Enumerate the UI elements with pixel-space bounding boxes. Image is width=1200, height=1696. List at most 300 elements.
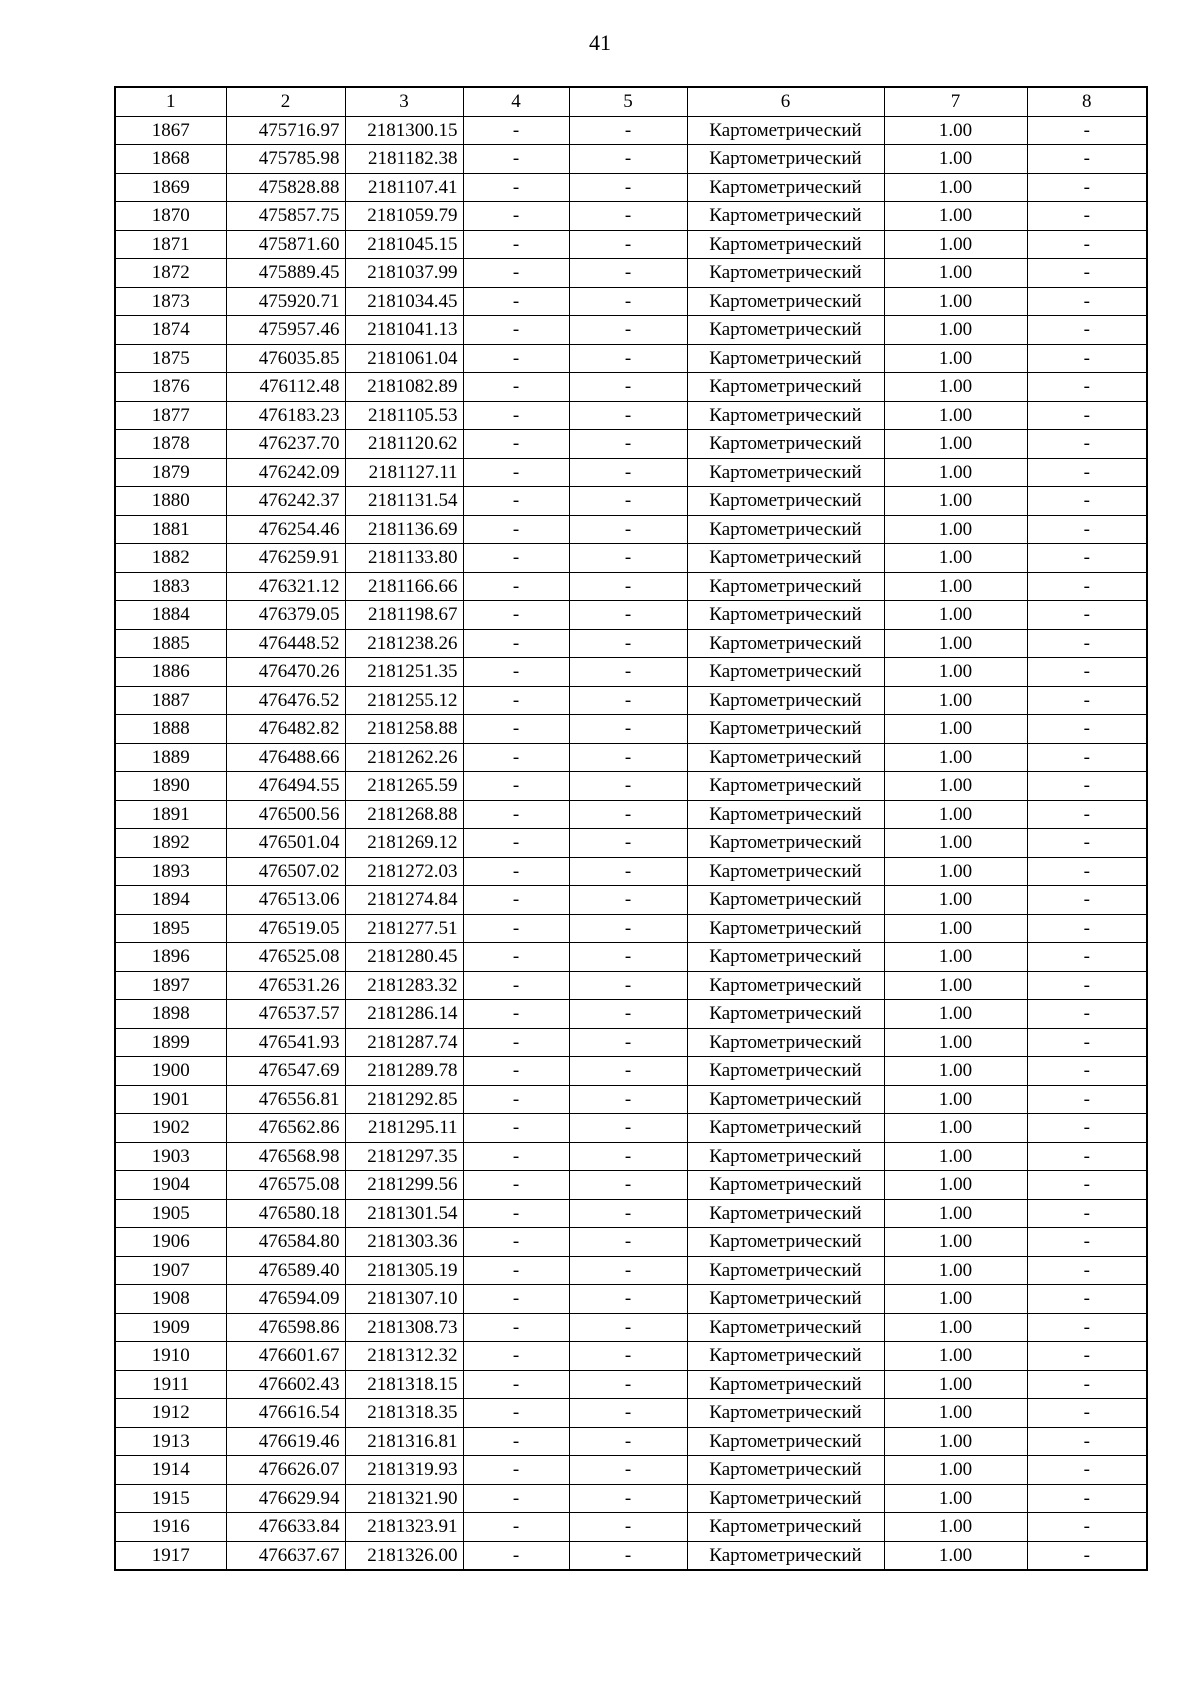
y-coordinate-cell: 2181277.51 bbox=[345, 914, 463, 943]
x-coordinate-cell: 476616.54 bbox=[226, 1399, 345, 1428]
accuracy-cell: 1.00 bbox=[884, 943, 1027, 972]
method-cell: Картометрический bbox=[687, 1399, 884, 1428]
accuracy-cell: 1.00 bbox=[884, 829, 1027, 858]
column-5-cell: - bbox=[569, 914, 687, 943]
method-cell: Картометрический bbox=[687, 1313, 884, 1342]
x-coordinate-cell: 475857.75 bbox=[226, 202, 345, 231]
header-row bbox=[115, 87, 1147, 116]
x-coordinate-cell: 476379.05 bbox=[226, 601, 345, 630]
point-number-cell: 1909 bbox=[115, 1313, 226, 1342]
point-number-cell: 1878 bbox=[115, 430, 226, 459]
x-coordinate-cell: 476254.46 bbox=[226, 515, 345, 544]
accuracy-cell: 1.00 bbox=[884, 202, 1027, 231]
column-5-cell: - bbox=[569, 971, 687, 1000]
accuracy-cell: 1.00 bbox=[884, 1456, 1027, 1485]
column-8-cell: - bbox=[1027, 943, 1147, 972]
table-row bbox=[115, 1513, 1147, 1542]
accuracy-cell: 1.00 bbox=[884, 629, 1027, 658]
column-5-cell: - bbox=[569, 800, 687, 829]
table-row bbox=[115, 800, 1147, 829]
point-number-cell: 1868 bbox=[115, 145, 226, 174]
point-number-cell: 1892 bbox=[115, 829, 226, 858]
table-row bbox=[115, 116, 1147, 145]
y-coordinate-cell: 2181131.54 bbox=[345, 487, 463, 516]
column-8-cell: - bbox=[1027, 259, 1147, 288]
accuracy-cell: 1.00 bbox=[884, 230, 1027, 259]
column-8-cell: - bbox=[1027, 430, 1147, 459]
column-5-cell: - bbox=[569, 715, 687, 744]
column-8-cell: - bbox=[1027, 202, 1147, 231]
y-coordinate-cell: 2181269.12 bbox=[345, 829, 463, 858]
column-8-cell: - bbox=[1027, 173, 1147, 202]
column-5-cell: - bbox=[569, 1114, 687, 1143]
table-row bbox=[115, 202, 1147, 231]
method-cell: Картометрический bbox=[687, 230, 884, 259]
x-coordinate-cell: 476112.48 bbox=[226, 373, 345, 402]
y-coordinate-cell: 2181319.93 bbox=[345, 1456, 463, 1485]
table-row bbox=[115, 458, 1147, 487]
column-4-cell: - bbox=[463, 1484, 569, 1513]
table-row bbox=[115, 1085, 1147, 1114]
column-4-cell: - bbox=[463, 344, 569, 373]
y-coordinate-cell: 2181133.80 bbox=[345, 544, 463, 573]
column-5-cell: - bbox=[569, 344, 687, 373]
column-8-cell: - bbox=[1027, 829, 1147, 858]
table-row bbox=[115, 1399, 1147, 1428]
accuracy-cell: 1.00 bbox=[884, 1427, 1027, 1456]
table-row bbox=[115, 914, 1147, 943]
column-5-cell: - bbox=[569, 1313, 687, 1342]
y-coordinate-cell: 2181305.19 bbox=[345, 1256, 463, 1285]
column-5-cell: - bbox=[569, 886, 687, 915]
column-8-cell: - bbox=[1027, 287, 1147, 316]
method-cell: Картометрический bbox=[687, 886, 884, 915]
y-coordinate-cell: 2181082.89 bbox=[345, 373, 463, 402]
x-coordinate-cell: 476183.23 bbox=[226, 401, 345, 430]
x-coordinate-cell: 476513.06 bbox=[226, 886, 345, 915]
method-cell: Картометрический bbox=[687, 943, 884, 972]
column-8-cell: - bbox=[1027, 487, 1147, 516]
y-coordinate-cell: 2181255.12 bbox=[345, 686, 463, 715]
method-cell: Картометрический bbox=[687, 1541, 884, 1570]
x-coordinate-cell: 476537.57 bbox=[226, 1000, 345, 1029]
point-number-cell: 1905 bbox=[115, 1199, 226, 1228]
column-8-cell: - bbox=[1027, 1456, 1147, 1485]
column-5-cell: - bbox=[569, 686, 687, 715]
y-coordinate-cell: 2181318.35 bbox=[345, 1399, 463, 1428]
point-number-cell: 1877 bbox=[115, 401, 226, 430]
column-8-cell: - bbox=[1027, 1085, 1147, 1114]
method-cell: Картометрический bbox=[687, 857, 884, 886]
x-coordinate-cell: 476619.46 bbox=[226, 1427, 345, 1456]
point-number-cell: 1916 bbox=[115, 1513, 226, 1542]
x-coordinate-cell: 476584.80 bbox=[226, 1228, 345, 1257]
column-5-cell: - bbox=[569, 1000, 687, 1029]
column-4-cell: - bbox=[463, 772, 569, 801]
method-cell: Картометрический bbox=[687, 1199, 884, 1228]
column-5-cell: - bbox=[569, 487, 687, 516]
x-coordinate-cell: 476525.08 bbox=[226, 943, 345, 972]
x-coordinate-cell: 475828.88 bbox=[226, 173, 345, 202]
column-4-cell: - bbox=[463, 259, 569, 288]
table-row bbox=[115, 1171, 1147, 1200]
y-coordinate-cell: 2181289.78 bbox=[345, 1057, 463, 1086]
column-8-cell: - bbox=[1027, 1000, 1147, 1029]
column-4-cell: - bbox=[463, 544, 569, 573]
y-coordinate-cell: 2181182.38 bbox=[345, 145, 463, 174]
accuracy-cell: 1.00 bbox=[884, 515, 1027, 544]
table-row bbox=[115, 1028, 1147, 1057]
column-8-cell: - bbox=[1027, 1313, 1147, 1342]
table-row bbox=[115, 1199, 1147, 1228]
point-number-cell: 1872 bbox=[115, 259, 226, 288]
point-number-cell: 1884 bbox=[115, 601, 226, 630]
column-header-4: 4 bbox=[463, 87, 569, 116]
column-5-cell: - bbox=[569, 857, 687, 886]
y-coordinate-cell: 2181262.26 bbox=[345, 743, 463, 772]
accuracy-cell: 1.00 bbox=[884, 1256, 1027, 1285]
column-4-cell: - bbox=[463, 1256, 569, 1285]
x-coordinate-cell: 476626.07 bbox=[226, 1456, 345, 1485]
column-5-cell: - bbox=[569, 1399, 687, 1428]
method-cell: Картометрический bbox=[687, 430, 884, 459]
accuracy-cell: 1.00 bbox=[884, 1114, 1027, 1143]
method-cell: Картометрический bbox=[687, 772, 884, 801]
point-number-cell: 1894 bbox=[115, 886, 226, 915]
column-5-cell: - bbox=[569, 1085, 687, 1114]
column-4-cell: - bbox=[463, 487, 569, 516]
column-5-cell: - bbox=[569, 316, 687, 345]
accuracy-cell: 1.00 bbox=[884, 458, 1027, 487]
x-coordinate-cell: 475889.45 bbox=[226, 259, 345, 288]
column-5-cell: - bbox=[569, 145, 687, 174]
method-cell: Картометрический bbox=[687, 1142, 884, 1171]
column-8-cell: - bbox=[1027, 743, 1147, 772]
method-cell: Картометрический bbox=[687, 1085, 884, 1114]
column-4-cell: - bbox=[463, 686, 569, 715]
point-number-cell: 1885 bbox=[115, 629, 226, 658]
x-coordinate-cell: 475716.97 bbox=[226, 116, 345, 145]
accuracy-cell: 1.00 bbox=[884, 686, 1027, 715]
y-coordinate-cell: 2181120.62 bbox=[345, 430, 463, 459]
column-4-cell: - bbox=[463, 1370, 569, 1399]
y-coordinate-cell: 2181268.88 bbox=[345, 800, 463, 829]
method-cell: Картометрический bbox=[687, 658, 884, 687]
y-coordinate-cell: 2181307.10 bbox=[345, 1285, 463, 1314]
column-8-cell: - bbox=[1027, 1114, 1147, 1143]
accuracy-cell: 1.00 bbox=[884, 1513, 1027, 1542]
column-5-cell: - bbox=[569, 1171, 687, 1200]
column-5-cell: - bbox=[569, 1484, 687, 1513]
x-coordinate-cell: 476507.02 bbox=[226, 857, 345, 886]
y-coordinate-cell: 2181287.74 bbox=[345, 1028, 463, 1057]
point-number-cell: 1901 bbox=[115, 1085, 226, 1114]
point-number-cell: 1898 bbox=[115, 1000, 226, 1029]
y-coordinate-cell: 2181127.11 bbox=[345, 458, 463, 487]
column-5-cell: - bbox=[569, 1427, 687, 1456]
point-number-cell: 1887 bbox=[115, 686, 226, 715]
method-cell: Картометрический bbox=[687, 373, 884, 402]
column-8-cell: - bbox=[1027, 1342, 1147, 1371]
column-4-cell: - bbox=[463, 202, 569, 231]
y-coordinate-cell: 2181258.88 bbox=[345, 715, 463, 744]
column-8-cell: - bbox=[1027, 1199, 1147, 1228]
x-coordinate-cell: 476580.18 bbox=[226, 1199, 345, 1228]
x-coordinate-cell: 476629.94 bbox=[226, 1484, 345, 1513]
column-5-cell: - bbox=[569, 1370, 687, 1399]
table-row bbox=[115, 259, 1147, 288]
point-number-cell: 1874 bbox=[115, 316, 226, 345]
accuracy-cell: 1.00 bbox=[884, 1313, 1027, 1342]
point-number-cell: 1917 bbox=[115, 1541, 226, 1570]
table-row bbox=[115, 1370, 1147, 1399]
column-8-cell: - bbox=[1027, 1057, 1147, 1086]
method-cell: Картометрический bbox=[687, 515, 884, 544]
y-coordinate-cell: 2181301.54 bbox=[345, 1199, 463, 1228]
point-number-cell: 1882 bbox=[115, 544, 226, 573]
point-number-cell: 1888 bbox=[115, 715, 226, 744]
y-coordinate-cell: 2181251.35 bbox=[345, 658, 463, 687]
column-4-cell: - bbox=[463, 743, 569, 772]
table-row bbox=[115, 1541, 1147, 1570]
column-8-cell: - bbox=[1027, 1142, 1147, 1171]
x-coordinate-cell: 476547.69 bbox=[226, 1057, 345, 1086]
table-row bbox=[115, 487, 1147, 516]
point-number-cell: 1871 bbox=[115, 230, 226, 259]
column-4-cell: - bbox=[463, 1057, 569, 1086]
column-8-cell: - bbox=[1027, 914, 1147, 943]
column-4-cell: - bbox=[463, 515, 569, 544]
column-8-cell: - bbox=[1027, 401, 1147, 430]
column-header-5: 5 bbox=[569, 87, 687, 116]
accuracy-cell: 1.00 bbox=[884, 572, 1027, 601]
point-number-cell: 1889 bbox=[115, 743, 226, 772]
accuracy-cell: 1.00 bbox=[884, 800, 1027, 829]
point-number-cell: 1908 bbox=[115, 1285, 226, 1314]
table-row bbox=[115, 230, 1147, 259]
column-header-7: 7 bbox=[884, 87, 1027, 116]
table-row bbox=[115, 316, 1147, 345]
column-header-1: 1 bbox=[115, 87, 226, 116]
column-8-cell: - bbox=[1027, 658, 1147, 687]
y-coordinate-cell: 2181283.32 bbox=[345, 971, 463, 1000]
method-cell: Картометрический bbox=[687, 715, 884, 744]
column-4-cell: - bbox=[463, 316, 569, 345]
x-coordinate-cell: 475871.60 bbox=[226, 230, 345, 259]
column-5-cell: - bbox=[569, 401, 687, 430]
point-number-cell: 1907 bbox=[115, 1256, 226, 1285]
y-coordinate-cell: 2181323.91 bbox=[345, 1513, 463, 1542]
column-4-cell: - bbox=[463, 230, 569, 259]
column-4-cell: - bbox=[463, 1000, 569, 1029]
column-5-cell: - bbox=[569, 1456, 687, 1485]
accuracy-cell: 1.00 bbox=[884, 658, 1027, 687]
point-number-cell: 1869 bbox=[115, 173, 226, 202]
column-5-cell: - bbox=[569, 287, 687, 316]
x-coordinate-cell: 476494.55 bbox=[226, 772, 345, 801]
column-8-cell: - bbox=[1027, 373, 1147, 402]
table-row bbox=[115, 829, 1147, 858]
column-8-cell: - bbox=[1027, 1541, 1147, 1570]
method-cell: Картометрический bbox=[687, 544, 884, 573]
method-cell: Картометрический bbox=[687, 458, 884, 487]
y-coordinate-cell: 2181303.36 bbox=[345, 1228, 463, 1257]
column-5-cell: - bbox=[569, 230, 687, 259]
method-cell: Картометрический bbox=[687, 686, 884, 715]
accuracy-cell: 1.00 bbox=[884, 1228, 1027, 1257]
column-4-cell: - bbox=[463, 1142, 569, 1171]
column-5-cell: - bbox=[569, 1342, 687, 1371]
column-5-cell: - bbox=[569, 1228, 687, 1257]
column-5-cell: - bbox=[569, 458, 687, 487]
accuracy-cell: 1.00 bbox=[884, 1199, 1027, 1228]
method-cell: Картометрический bbox=[687, 145, 884, 174]
point-number-cell: 1902 bbox=[115, 1114, 226, 1143]
accuracy-cell: 1.00 bbox=[884, 1057, 1027, 1086]
method-cell: Картометрический bbox=[687, 743, 884, 772]
method-cell: Картометрический bbox=[687, 914, 884, 943]
y-coordinate-cell: 2181286.14 bbox=[345, 1000, 463, 1029]
accuracy-cell: 1.00 bbox=[884, 487, 1027, 516]
method-cell: Картометрический bbox=[687, 1342, 884, 1371]
column-header-2: 2 bbox=[226, 87, 345, 116]
method-cell: Картометрический bbox=[687, 629, 884, 658]
point-number-cell: 1913 bbox=[115, 1427, 226, 1456]
point-number-cell: 1890 bbox=[115, 772, 226, 801]
y-coordinate-cell: 2181041.13 bbox=[345, 316, 463, 345]
column-4-cell: - bbox=[463, 829, 569, 858]
x-coordinate-cell: 476501.04 bbox=[226, 829, 345, 858]
x-coordinate-cell: 475957.46 bbox=[226, 316, 345, 345]
method-cell: Картометрический bbox=[687, 1114, 884, 1143]
x-coordinate-cell: 476562.86 bbox=[226, 1114, 345, 1143]
column-5-cell: - bbox=[569, 629, 687, 658]
x-coordinate-cell: 475785.98 bbox=[226, 145, 345, 174]
table-row bbox=[115, 1114, 1147, 1143]
x-coordinate-cell: 476556.81 bbox=[226, 1085, 345, 1114]
method-cell: Картометрический bbox=[687, 1256, 884, 1285]
accuracy-cell: 1.00 bbox=[884, 1028, 1027, 1057]
y-coordinate-cell: 2181316.81 bbox=[345, 1427, 463, 1456]
column-4-cell: - bbox=[463, 1028, 569, 1057]
method-cell: Картометрический bbox=[687, 173, 884, 202]
column-8-cell: - bbox=[1027, 629, 1147, 658]
column-4-cell: - bbox=[463, 430, 569, 459]
column-5-cell: - bbox=[569, 1285, 687, 1314]
accuracy-cell: 1.00 bbox=[884, 373, 1027, 402]
column-5-cell: - bbox=[569, 943, 687, 972]
y-coordinate-cell: 2181107.41 bbox=[345, 173, 463, 202]
table-row bbox=[115, 430, 1147, 459]
column-5-cell: - bbox=[569, 1513, 687, 1542]
x-coordinate-cell: 476237.70 bbox=[226, 430, 345, 459]
table-row bbox=[115, 1256, 1147, 1285]
point-number-cell: 1915 bbox=[115, 1484, 226, 1513]
column-4-cell: - bbox=[463, 173, 569, 202]
accuracy-cell: 1.00 bbox=[884, 116, 1027, 145]
y-coordinate-cell: 2181272.03 bbox=[345, 857, 463, 886]
column-5-cell: - bbox=[569, 202, 687, 231]
accuracy-cell: 1.00 bbox=[884, 743, 1027, 772]
point-number-cell: 1876 bbox=[115, 373, 226, 402]
point-number-cell: 1880 bbox=[115, 487, 226, 516]
column-4-cell: - bbox=[463, 458, 569, 487]
method-cell: Картометрический bbox=[687, 1228, 884, 1257]
method-cell: Картометрический bbox=[687, 572, 884, 601]
column-8-cell: - bbox=[1027, 458, 1147, 487]
x-coordinate-cell: 476589.40 bbox=[226, 1256, 345, 1285]
column-5-cell: - bbox=[569, 259, 687, 288]
table-row bbox=[115, 772, 1147, 801]
y-coordinate-cell: 2181238.26 bbox=[345, 629, 463, 658]
accuracy-cell: 1.00 bbox=[884, 601, 1027, 630]
y-coordinate-cell: 2181300.15 bbox=[345, 116, 463, 145]
x-coordinate-cell: 475920.71 bbox=[226, 287, 345, 316]
column-5-cell: - bbox=[569, 1541, 687, 1570]
column-4-cell: - bbox=[463, 1541, 569, 1570]
column-8-cell: - bbox=[1027, 971, 1147, 1000]
column-8-cell: - bbox=[1027, 800, 1147, 829]
x-coordinate-cell: 476601.67 bbox=[226, 1342, 345, 1371]
method-cell: Картометрический bbox=[687, 1028, 884, 1057]
accuracy-cell: 1.00 bbox=[884, 259, 1027, 288]
x-coordinate-cell: 476519.05 bbox=[226, 914, 345, 943]
point-number-cell: 1870 bbox=[115, 202, 226, 231]
point-number-cell: 1914 bbox=[115, 1456, 226, 1485]
y-coordinate-cell: 2181292.85 bbox=[345, 1085, 463, 1114]
column-header-3: 3 bbox=[345, 87, 463, 116]
column-4-cell: - bbox=[463, 601, 569, 630]
table-row bbox=[115, 886, 1147, 915]
y-coordinate-cell: 2181037.99 bbox=[345, 259, 463, 288]
column-header-8: 8 bbox=[1027, 87, 1147, 116]
x-coordinate-cell: 476568.98 bbox=[226, 1142, 345, 1171]
x-coordinate-cell: 476035.85 bbox=[226, 344, 345, 373]
column-4-cell: - bbox=[463, 715, 569, 744]
method-cell: Картометрический bbox=[687, 316, 884, 345]
column-4-cell: - bbox=[463, 572, 569, 601]
accuracy-cell: 1.00 bbox=[884, 1085, 1027, 1114]
accuracy-cell: 1.00 bbox=[884, 914, 1027, 943]
method-cell: Картометрический bbox=[687, 829, 884, 858]
method-cell: Картометрический bbox=[687, 1000, 884, 1029]
table-row bbox=[115, 1057, 1147, 1086]
point-number-cell: 1879 bbox=[115, 458, 226, 487]
column-8-cell: - bbox=[1027, 116, 1147, 145]
column-8-cell: - bbox=[1027, 1228, 1147, 1257]
point-number-cell: 1911 bbox=[115, 1370, 226, 1399]
column-8-cell: - bbox=[1027, 1399, 1147, 1428]
column-5-cell: - bbox=[569, 373, 687, 402]
x-coordinate-cell: 476242.09 bbox=[226, 458, 345, 487]
accuracy-cell: 1.00 bbox=[884, 430, 1027, 459]
point-number-cell: 1912 bbox=[115, 1399, 226, 1428]
x-coordinate-cell: 476488.66 bbox=[226, 743, 345, 772]
column-4-cell: - bbox=[463, 1456, 569, 1485]
coordinates-table bbox=[114, 86, 1148, 1571]
y-coordinate-cell: 2181299.56 bbox=[345, 1171, 463, 1200]
column-8-cell: - bbox=[1027, 1513, 1147, 1542]
column-5-cell: - bbox=[569, 116, 687, 145]
column-4-cell: - bbox=[463, 1427, 569, 1456]
y-coordinate-cell: 2181318.15 bbox=[345, 1370, 463, 1399]
method-cell: Картометрический bbox=[687, 259, 884, 288]
point-number-cell: 1893 bbox=[115, 857, 226, 886]
method-cell: Картометрический bbox=[687, 1285, 884, 1314]
column-4-cell: - bbox=[463, 1171, 569, 1200]
table-row bbox=[115, 743, 1147, 772]
column-8-cell: - bbox=[1027, 572, 1147, 601]
